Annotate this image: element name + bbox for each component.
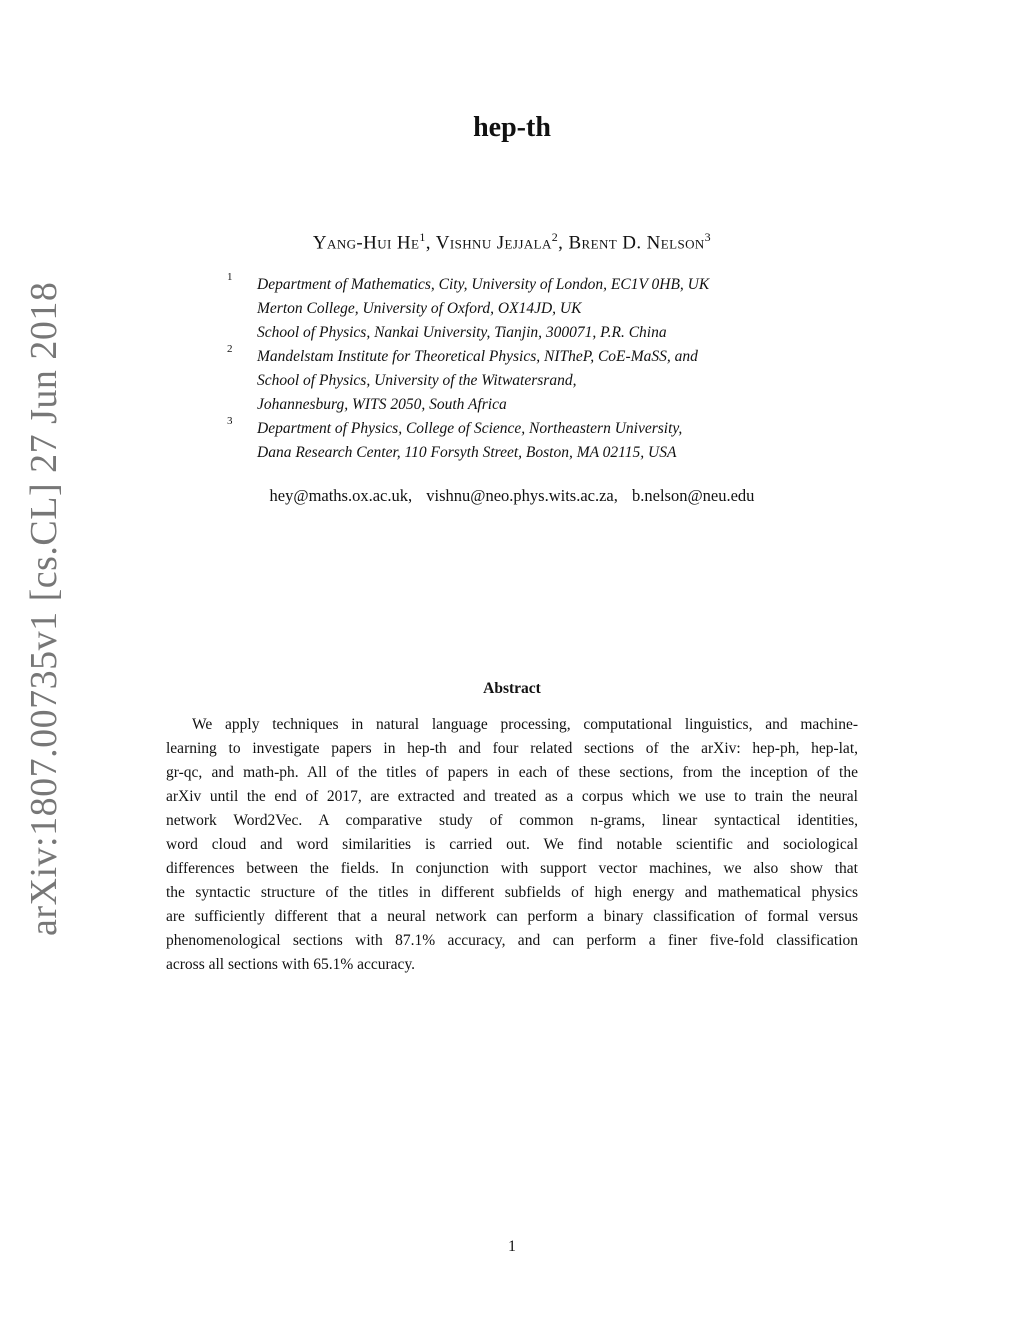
author-affiliation-mark: 2 <box>551 230 559 244</box>
abstract-body <box>166 713 858 977</box>
affiliation-mark: 2 <box>227 343 233 355</box>
affiliation-line: Johannesburg, WITS 2050, South Africa <box>257 396 507 413</box>
abstract-line: arXiv until the end of 2017, are extracted and treated as a corpus which we use to train the neural <box>166 788 858 805</box>
author-name: Vishnu Jejjala <box>435 232 552 254</box>
affiliation-line: Department of Mathematics, City, University of London, EC1V 0HB, UK <box>257 276 710 293</box>
abstract-heading: Abstract <box>483 680 541 697</box>
abstract-line: phenomenological sections with 87.1% accuracy, and can perform a finer five-fold classification <box>166 932 858 949</box>
affiliation-mark: 1 <box>227 271 233 283</box>
abstract-line: word cloud and word similarities is carried out. We find notable scientific and sociological <box>166 836 858 853</box>
affiliation-line: Merton College, University of Oxford, OX14JD, UK <box>257 300 582 317</box>
abstract-line: network Word2Vec. A comparative study of common n-grams, linear syntactical identities, <box>166 812 858 829</box>
affiliation-line: Mandelstam Institute for Theoretical Physics, NITheP, CoE-MaSS, and <box>257 348 698 365</box>
author-list: Yang-Hui He$^1$, Vishnu Jejjala$^2$, Brent D. Nelson$^3$ <box>312 230 712 254</box>
author-affiliation-mark: 3 <box>704 230 712 244</box>
paper-title: hep-th <box>473 112 551 143</box>
email-address[interactable]: b.nelson@neu.edu <box>632 486 755 505</box>
affiliation-line: School of Physics, Nankai University, Tianjin, 300071, P.R. China <box>257 324 667 341</box>
abstract-line: learning to investigate papers in hep-th and four related sections of the arXiv: hep-ph, hep-lat, <box>166 740 858 757</box>
author-affiliation-mark: 1 <box>419 230 426 244</box>
affiliation-mark: 3 <box>227 415 233 427</box>
author-name: Brent D. Nelson <box>568 232 705 254</box>
author-name: Yang-Hui He <box>312 232 420 254</box>
arxiv-identifier-stamp: arXiv:1807.00735v1 [cs.CL] 27 Jun 2018 <box>23 281 65 936</box>
abstract-line: gr-qc, and math-ph. All of the titles of papers in each of these sections, from the inception of the <box>166 764 858 781</box>
abstract-line: the syntactic structure of the titles in different subfields of high energy and mathematical physics <box>166 884 858 901</box>
abstract-line: are sufficiently different that a neural network can perform a binary classification of formal versus <box>166 908 858 925</box>
author-emails <box>0 486 1024 506</box>
page-number: 1 <box>508 1238 516 1255</box>
abstract-line: We apply techniques in natural language processing, computational linguistics, and machine- <box>192 716 858 733</box>
email-address[interactable]: vishnu@neo.phys.wits.ac.za, <box>426 486 618 505</box>
affiliation-line: Dana Research Center, 110 Forsyth Street, Boston, MA 02115, USA <box>257 444 677 461</box>
abstract-line: across all sections with 65.1% accuracy. <box>166 956 416 973</box>
affiliation-line: School of Physics, University of the Witwatersrand, <box>257 372 577 389</box>
abstract-line: differences between the fields. In conjunction with support vector machines, we also show that <box>166 860 858 877</box>
affiliation-line: Department of Physics, College of Science, Northeastern University, <box>257 420 683 437</box>
email-address[interactable]: hey@maths.ox.ac.uk, <box>269 486 413 505</box>
